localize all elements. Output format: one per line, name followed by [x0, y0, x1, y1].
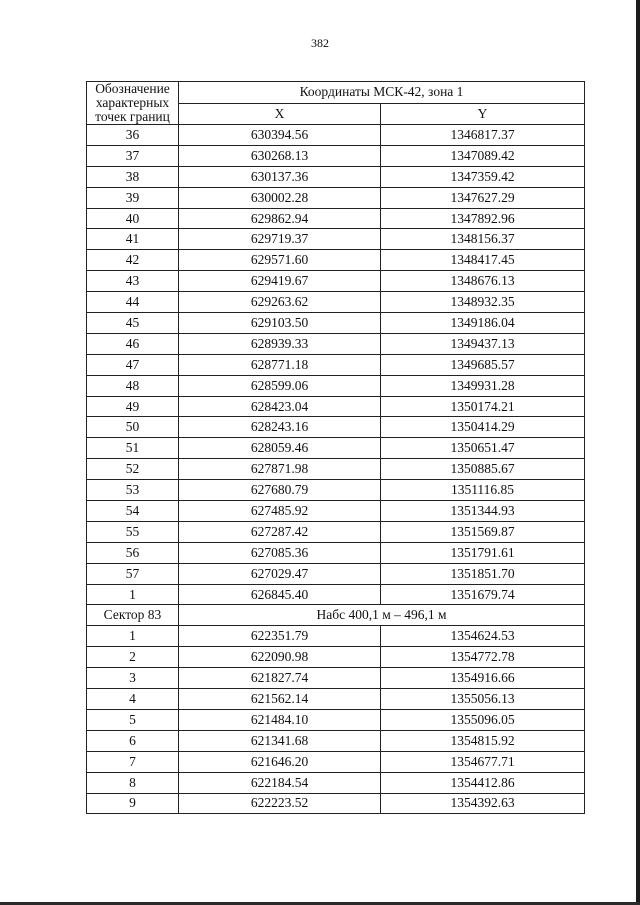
y-cell: 1350174.21 — [381, 396, 585, 417]
table-row — [87, 772, 585, 793]
y-cell: 1349931.28 — [381, 375, 585, 396]
point-cell: 47 — [87, 354, 179, 375]
y-cell: 1349685.57 — [381, 354, 585, 375]
point-cell: 6 — [87, 730, 179, 751]
table-row — [87, 689, 585, 710]
x-cell: 621562.14 — [179, 689, 381, 710]
point-cell: 36 — [87, 125, 179, 146]
y-cell: 1354677.71 — [381, 751, 585, 772]
x-cell: 628059.46 — [179, 438, 381, 459]
y-cell: 1346817.37 — [381, 125, 585, 146]
y-cell: 1348676.13 — [381, 271, 585, 292]
point-cell: 53 — [87, 480, 179, 501]
point-cell: 51 — [87, 438, 179, 459]
y-cell: 1351791.61 — [381, 542, 585, 563]
y-cell: 1354916.66 — [381, 668, 585, 689]
table-row — [87, 563, 585, 584]
table-row — [87, 584, 585, 605]
table-row — [87, 709, 585, 730]
y-cell: 1349186.04 — [381, 313, 585, 334]
sector-height-range: Набс 400,1 м – 496,1 м — [179, 605, 585, 626]
point-cell: 39 — [87, 187, 179, 208]
y-cell: 1350885.67 — [381, 459, 585, 480]
x-cell: 627680.79 — [179, 480, 381, 501]
x-cell: 629263.62 — [179, 292, 381, 313]
y-cell: 1350651.47 — [381, 438, 585, 459]
table-row — [87, 480, 585, 501]
table-row — [87, 208, 585, 229]
x-cell: 622090.98 — [179, 647, 381, 668]
table-row — [87, 187, 585, 208]
point-cell: 48 — [87, 375, 179, 396]
x-cell: 621646.20 — [179, 751, 381, 772]
y-cell: 1347892.96 — [381, 208, 585, 229]
x-cell: 630268.13 — [179, 145, 381, 166]
table-row — [87, 438, 585, 459]
table-row — [87, 125, 585, 146]
y-cell: 1348417.45 — [381, 250, 585, 271]
point-cell: 41 — [87, 229, 179, 250]
point-cell: 46 — [87, 333, 179, 354]
x-cell: 628939.33 — [179, 333, 381, 354]
y-cell: 1354772.78 — [381, 647, 585, 668]
point-cell: 45 — [87, 313, 179, 334]
x-cell: 627871.98 — [179, 459, 381, 480]
y-cell: 1351679.74 — [381, 584, 585, 605]
y-column-header: Y — [381, 103, 585, 125]
table-row — [87, 145, 585, 166]
table-row — [87, 375, 585, 396]
x-cell: 622351.79 — [179, 626, 381, 647]
table-row — [87, 793, 585, 814]
x-cell: 629862.94 — [179, 208, 381, 229]
x-cell: 626845.40 — [179, 584, 381, 605]
x-cell: 627085.36 — [179, 542, 381, 563]
x-cell: 627485.92 — [179, 501, 381, 522]
y-cell: 1351569.87 — [381, 521, 585, 542]
x-cell: 629571.60 — [179, 250, 381, 271]
table-row — [87, 459, 585, 480]
table-row — [87, 501, 585, 522]
x-cell: 622223.52 — [179, 793, 381, 814]
point-cell: 4 — [87, 689, 179, 710]
table-row — [87, 647, 585, 668]
table-row — [87, 668, 585, 689]
y-cell: 1351851.70 — [381, 563, 585, 584]
point-cell: 54 — [87, 501, 179, 522]
point-cell: 5 — [87, 709, 179, 730]
y-cell: 1354815.92 — [381, 730, 585, 751]
x-cell: 627287.42 — [179, 521, 381, 542]
point-cell: 1 — [87, 584, 179, 605]
point-cell: 55 — [87, 521, 179, 542]
x-cell: 621484.10 — [179, 709, 381, 730]
table-row — [87, 271, 585, 292]
x-cell: 621341.68 — [179, 730, 381, 751]
point-cell: 3 — [87, 668, 179, 689]
point-cell: 9 — [87, 793, 179, 814]
point-cell: 49 — [87, 396, 179, 417]
y-cell: 1351116.85 — [381, 480, 585, 501]
y-cell: 1347089.42 — [381, 145, 585, 166]
x-cell: 628423.04 — [179, 396, 381, 417]
x-cell: 622184.54 — [179, 772, 381, 793]
table-row — [87, 292, 585, 313]
table-row — [87, 250, 585, 271]
point-cell: 37 — [87, 145, 179, 166]
x-cell: 629719.37 — [179, 229, 381, 250]
table-row — [87, 333, 585, 354]
sector-row — [87, 605, 585, 626]
point-cell: 44 — [87, 292, 179, 313]
table-row — [87, 751, 585, 772]
x-column-header: X — [179, 103, 381, 125]
table-row — [87, 396, 585, 417]
y-cell: 1355056.13 — [381, 689, 585, 710]
y-cell: 1354624.53 — [381, 626, 585, 647]
point-cell: 1 — [87, 626, 179, 647]
y-cell: 1354412.86 — [381, 772, 585, 793]
x-cell: 630002.28 — [179, 187, 381, 208]
point-cell: 56 — [87, 542, 179, 563]
coordinates-group-header: Координаты МСК-42, зона 1 — [179, 82, 585, 104]
point-cell: 8 — [87, 772, 179, 793]
table-row — [87, 521, 585, 542]
point-cell: 38 — [87, 166, 179, 187]
y-cell: 1348932.35 — [381, 292, 585, 313]
y-cell: 1347627.29 — [381, 187, 585, 208]
point-cell: 52 — [87, 459, 179, 480]
point-label-header: Обозначение характерных точек границ — [87, 82, 179, 125]
table-row — [87, 354, 585, 375]
table-row — [87, 626, 585, 647]
x-cell: 628599.06 — [179, 375, 381, 396]
table-row — [87, 313, 585, 334]
y-cell: 1349437.13 — [381, 333, 585, 354]
x-cell: 629103.50 — [179, 313, 381, 334]
table-header-row — [87, 82, 585, 104]
point-cell: 40 — [87, 208, 179, 229]
table-row — [87, 730, 585, 751]
table-row — [87, 229, 585, 250]
x-cell: 621827.74 — [179, 668, 381, 689]
table-row — [87, 417, 585, 438]
x-cell: 629419.67 — [179, 271, 381, 292]
point-cell: 42 — [87, 250, 179, 271]
table-row — [87, 542, 585, 563]
table-row — [87, 166, 585, 187]
point-cell: 7 — [87, 751, 179, 772]
y-cell: 1347359.42 — [381, 166, 585, 187]
y-cell: 1355096.05 — [381, 709, 585, 730]
point-cell: 50 — [87, 417, 179, 438]
page-number: 382 — [311, 36, 329, 50]
sector-name: Сектор 83 — [87, 605, 179, 626]
x-cell: 630394.56 — [179, 125, 381, 146]
y-cell: 1350414.29 — [381, 417, 585, 438]
y-cell: 1348156.37 — [381, 229, 585, 250]
x-cell: 627029.47 — [179, 563, 381, 584]
point-cell: 57 — [87, 563, 179, 584]
x-cell: 628771.18 — [179, 354, 381, 375]
y-cell: 1354392.63 — [381, 793, 585, 814]
point-cell: 2 — [87, 647, 179, 668]
x-cell: 630137.36 — [179, 166, 381, 187]
coordinates-table-body — [87, 82, 585, 814]
point-cell: 43 — [87, 271, 179, 292]
x-cell: 628243.16 — [179, 417, 381, 438]
scan-edge — [636, 0, 640, 905]
coordinates-table — [86, 81, 585, 814]
y-cell: 1351344.93 — [381, 501, 585, 522]
